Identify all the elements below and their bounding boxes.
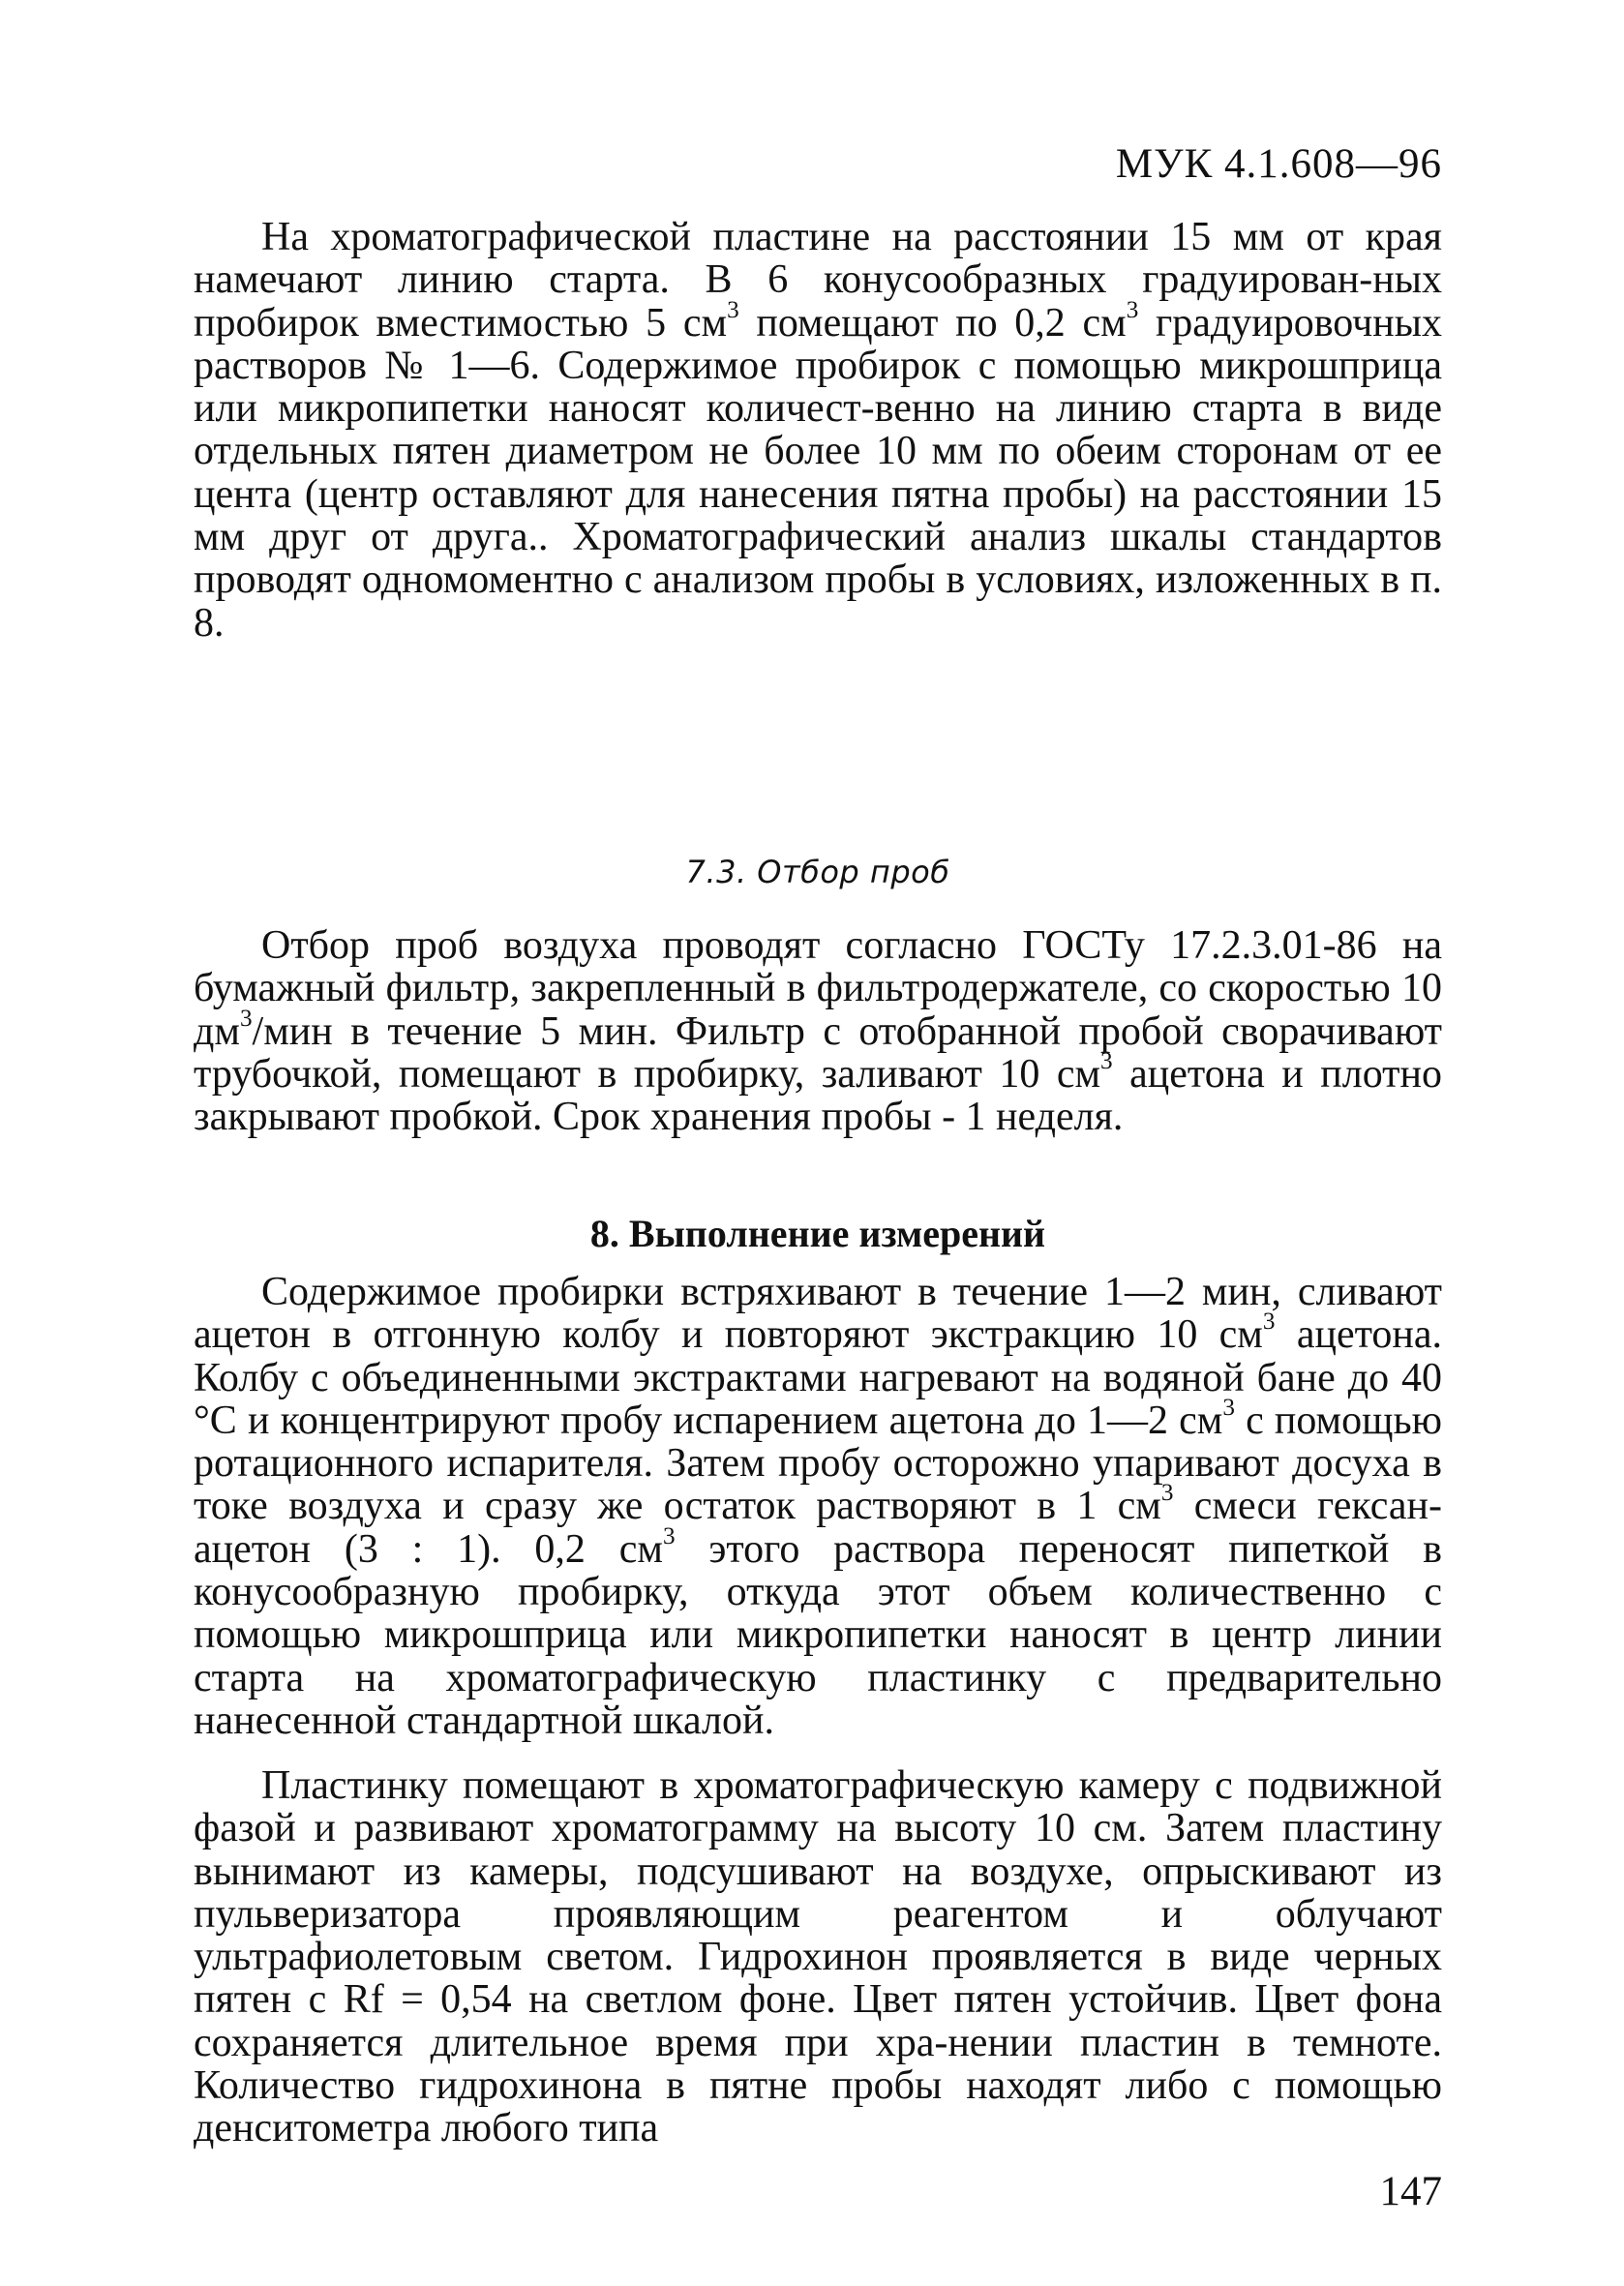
superscript: 3 [662, 1522, 676, 1549]
superscript: 3 [1160, 1480, 1174, 1507]
text-run: Отбор проб воздуха проводят согласно ГОСТу 17.2.3.01-86 на бумажный фильтр, закрепленный в фильтродержателе, со скоростью 10 дм [194, 923, 1442, 1054]
text-run: /мин в течение 5 мин. Фильтр с отобранной пробой сворачивают трубочкой, помещают в пробирку, заливают 10 см [194, 1008, 1442, 1097]
superscript: 3 [727, 296, 739, 323]
text-run: смеси гексан-ацетон (3 : 1). 0,2 см [194, 1484, 1442, 1572]
subsection-heading-sampling: 7.3. Отбор проб [685, 854, 950, 890]
superscript: 3 [1100, 1048, 1113, 1074]
paragraph-text [194, 216, 1442, 645]
superscript: 3 [1262, 1308, 1276, 1336]
text-run: ацетона. Колбу с объединенными экстрактами нагревают на водяной бане до 40 °С и концентрируют пробу испарением ацетона до 1—2 см [194, 1312, 1443, 1443]
paragraph-chromatography-plate [194, 216, 1442, 645]
paragraph-sampling [194, 924, 1442, 1138]
text-run: Содержимое пробирки встряхивают в течение 1—2 мин, сливают ацетон в отгонную колбу и повторяют экстракцию 10 см [194, 1270, 1442, 1358]
text-run: с помощью ротационного испарителя. Затем пробу осторожно упаривают досуха в токе воздуха и сразу же остаток растворяют в 1 см [194, 1398, 1442, 1529]
document-code-header: МУК 4.1.608—96 [1115, 141, 1442, 187]
paragraph-text: Пластинку помещают в хроматографическую камеру с подвижной фазой и развивают хроматограмму на высоту 10 см. Затем пластину вынимают из камеры, подсушивают на воздухе, опрыскивают из пульверизатора проявляющим реагентом и облучают ультрафиолетовым светом. Гидрохинон проявляется в виде черных пятен с Rf = 0,54 на светлом фоне. Цвет пятен устойчив. Цвет фона сохраняется длительное время при хра-нении пластин в темноте. Количество гидрохинона в пятне пробы находят либо с помощью денситометра любого типа [194, 1763, 1442, 2151]
section-heading-measurements: 8. Выполнение измерений [589, 1212, 1046, 1255]
paragraph-text [194, 1271, 1442, 1742]
text-run: градуировочных растворов № 1—6. Содержимое пробирок с помощью микрошприца или микропипетки наносят количест-венно на линию старта в виде отдельных пятен диаметром не более 10 мм по обеим сторонам от ее цента (центр оставляют для нанесения пятна пробы) на расстоянии 15 мм друг от друга.. Хроматографический анализ шкалы стандартов проводят одномоментно с анализом пробы в условиях, изложенных в п. 8. [194, 300, 1443, 646]
text-run: На хроматографической пластине на расстоянии 15 мм от края намечают линию старта. В 6 конусообразных градуирован-ных пробирок вместимостью 5 см [194, 215, 1442, 346]
superscript: 3 [1126, 296, 1139, 323]
text-run: этого раствора переносят пипеткой в конусообразную пробирку, откуда этот объем количественно с помощью микрошприца или микропипетки наносят в центр линии старта на хроматографическую пластинку с предварительно нанесенной стандартной шкалой. [194, 1526, 1442, 1743]
text-run: ацетона и плотно закрывают пробкой. Срок хранения пробы - 1 неделя. [194, 1051, 1442, 1140]
document-page [194, 131, 1442, 2221]
superscript: 3 [1222, 1395, 1235, 1421]
superscript: 3 [239, 1005, 253, 1032]
page-number: 147 [1379, 2169, 1442, 2214]
paragraph-text [194, 924, 1442, 1138]
paragraph-development [194, 1764, 1442, 2151]
paragraph-extraction [194, 1271, 1442, 1742]
text-run: помещают по 0,2 см [738, 300, 1127, 346]
